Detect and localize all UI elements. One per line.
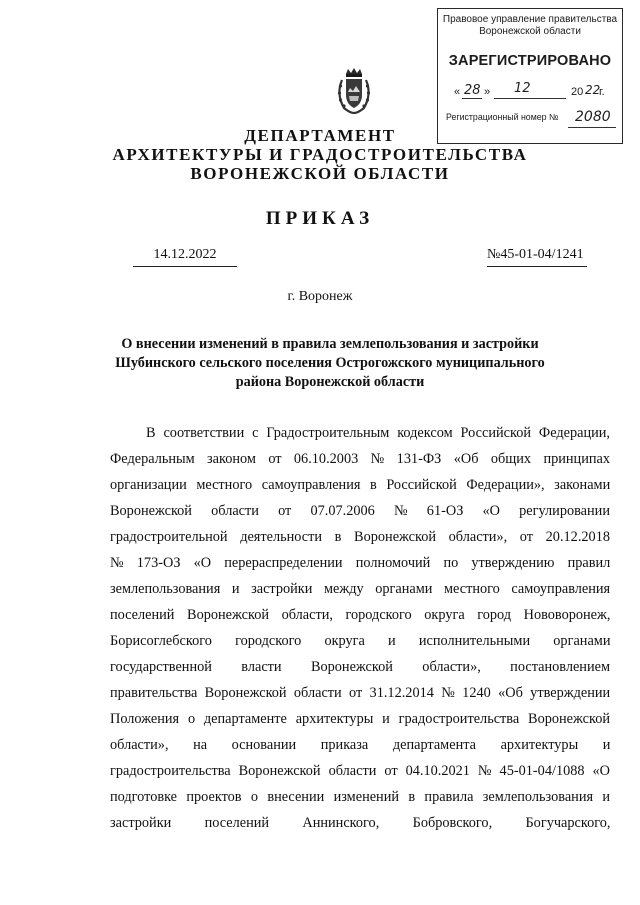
stamp-organization: [438, 14, 622, 38]
stamp-quote-open: «: [454, 86, 461, 98]
order-title-line3: района Воронежской области: [235, 374, 425, 390]
body-line: государственной власти Воронежской области», постановлением: [110, 659, 610, 675]
body-line: Федеральным законом от 06.10.2003 № 131-ФЗ «Об общих принципах: [110, 451, 610, 467]
body-line: застройки поселений Аннинского, Бобровского, Богучарского,: [110, 815, 611, 831]
body-line: Воронежской области от 07.07.2006 № 61-ОЗ «О регулировании: [110, 503, 610, 519]
stamp-org-line1: Правовое управление правительства: [442, 14, 618, 25]
order-city: г. Воронеж: [287, 289, 353, 304]
body-line: поселений Воронежской области, городского округа город Нововоронеж,: [110, 607, 611, 623]
department-line2: АРХИТЕКТУРЫ И ГРАДОСТРОИТЕЛЬСТВА: [112, 145, 528, 164]
order-number-label: №: [487, 247, 501, 262]
department-line3: ВОРОНЕЖСКОЙ ОБЛАСТИ: [190, 164, 450, 183]
stamp-registered-label: ЗАРЕГИСТРИРОВАНО: [448, 53, 612, 69]
body-line: подготовке проектов о внесении изменений в правила землепользования и: [110, 789, 611, 805]
stamp-day: 28: [464, 83, 481, 98]
stamp-month: 12: [514, 81, 531, 96]
body-line: Положения о департаменте архитектуры и градостроительства Воронежской: [110, 711, 610, 727]
body-line: градостроительства Воронежской области от 04.10.2021 № 45-01-04/1088 «О: [110, 763, 611, 779]
body-line: организации местного самоуправления в Российской Федерации», законами: [110, 477, 611, 493]
stamp-year-suffix: 22: [585, 83, 601, 97]
stamp-org-line2: Воронежской области: [479, 26, 581, 37]
stamp-reg-number: 2080: [575, 109, 611, 125]
body-line: области», на основании приказа департамента архитектуры и: [110, 737, 611, 753]
order-title-line1: О внесении изменений в правила землепользования и застройки: [121, 336, 539, 352]
order-title-line2: Шубинского сельского поселения Острогожского муниципального: [115, 355, 545, 371]
stamp-year-prefix: 20: [571, 86, 584, 98]
order-date-underline: [133, 266, 237, 267]
department-line1: ДЕПАРТАМЕНТ: [244, 126, 396, 145]
body-line: В соответствии с Градостроительным кодексом Российской Федерации,: [146, 425, 611, 441]
order-number-value: 45-01-04/1241: [500, 247, 584, 262]
coat-of-arms-icon: [334, 66, 374, 116]
stamp-date: [454, 83, 619, 103]
stamp-quote-close: »: [484, 86, 491, 98]
registration-stamp: [437, 8, 623, 144]
order-number-underline: [487, 266, 587, 267]
stamp-reg-number-row: [446, 112, 558, 122]
order-number: [487, 247, 584, 263]
stamp-reg-number-label: Регистрационный номер №: [446, 112, 559, 122]
body-line: Борисоглебского городского округа и исполнительными органами: [110, 633, 611, 649]
body-line: землепользования и застройки между органами местного самоуправления: [110, 581, 611, 597]
body-line: градостроительной деятельности в Воронежской области», от 20.12.2018: [110, 529, 610, 545]
body-line: правительства Воронежской области от 31.12.2014 № 1240 «Об утверждении: [110, 685, 611, 701]
stamp-year-unit: г.: [599, 86, 605, 98]
order-date: 14.12.2022: [153, 247, 217, 262]
body-line: № 173-ОЗ «О перераспределении полномочий по утверждению правил: [110, 555, 611, 571]
document-type-title: ПРИКАЗ: [265, 208, 375, 229]
